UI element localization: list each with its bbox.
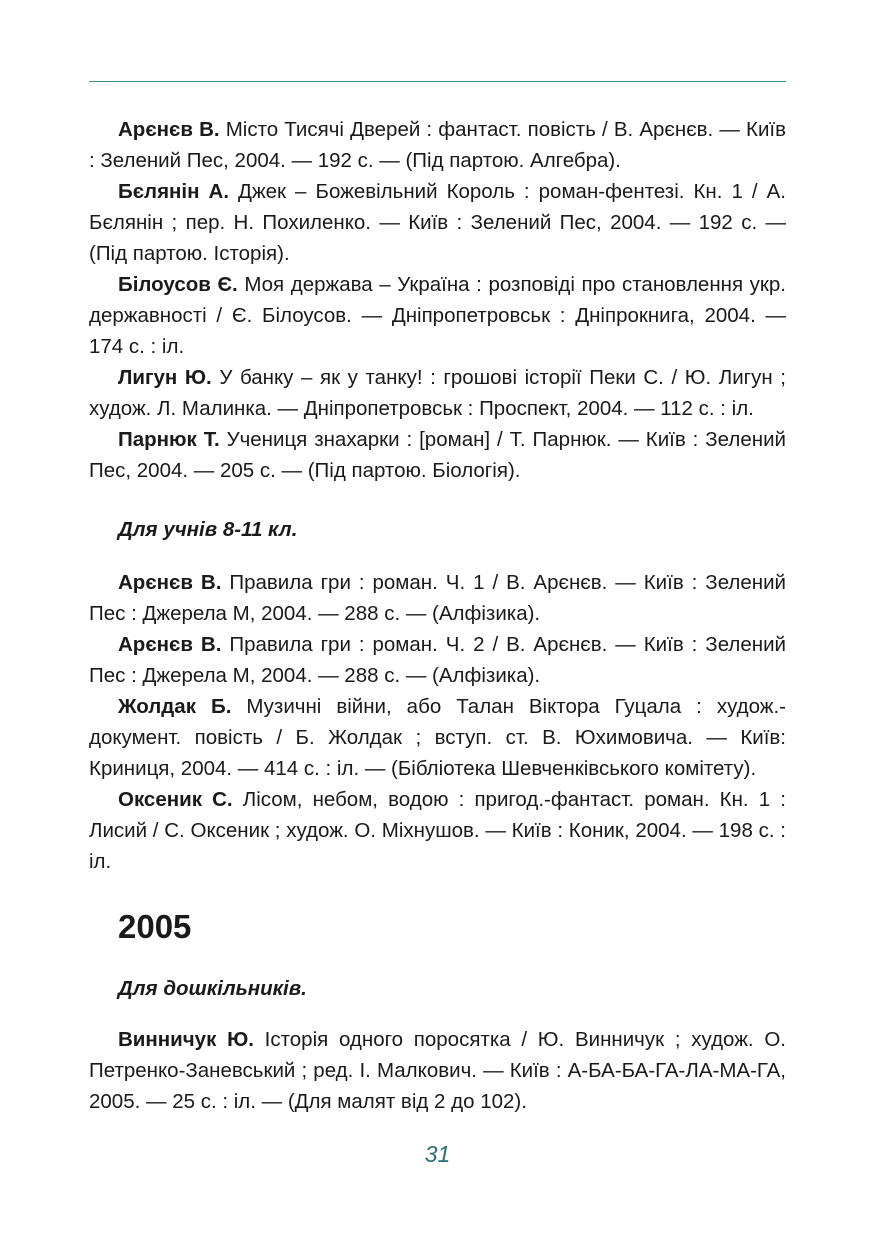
entry-text: Джек – Божевільний Король : роман-фентезі. Кн. 1 / А. Бєлянін ; пер. Н. Похиленко. — Київ : Зелений Пес, 2004. — 192 с. — (Під партою. Історія). <box>89 180 786 265</box>
bib-entry <box>89 784 786 877</box>
bib-entry <box>89 629 786 691</box>
entry-text: Учениця знахарки : [роман] / Т. Парнюк. — Київ : Зелений Пес, 2004. — 205 с. — (Під партою. Біологія). <box>89 428 786 482</box>
entry-text: Місто Тисячі Дверей : фантаст. повість / В. Арєнєв. — Київ : Зелений Пес, 2004. — 192 с. — (Під партою. Алгебра). <box>89 118 786 172</box>
year-heading: 2005 <box>118 908 192 945</box>
bib-entry <box>89 1024 786 1117</box>
entry-author: Арєнєв В. <box>118 118 220 141</box>
entry-author: Бєлянін А. <box>118 180 230 203</box>
entry-author: Лигун Ю. <box>118 366 212 389</box>
bib-entry <box>89 567 786 629</box>
entries-list-c <box>89 1024 786 1117</box>
entry-text: Лісом, небом, водою : пригод.-фантаст. роман. Кн. 1 : Лисий / С. Оксеник ; худож. О. Міхнушов. — Київ : Коник, 2004. — 198 с. : іл. <box>89 788 786 873</box>
entry-author: Жолдак Б. <box>118 695 232 718</box>
page-number: 31 <box>424 1141 451 1167</box>
entry-author: Арєнєв В. <box>118 633 222 656</box>
section-heading-preschool: Для дошкільників. <box>118 977 307 1000</box>
section-heading-grades-8-11: Для учнів 8-11 кл. <box>118 518 298 541</box>
bib-entry <box>89 176 786 269</box>
entry-text: Правила гри : роман. Ч. 2 / В. Арєнєв. — Київ : Зелений Пес : Джерела М, 2004. — 288 с. — (Алфізика). <box>89 633 787 687</box>
bib-entry <box>89 691 786 784</box>
bib-entry <box>89 424 786 486</box>
entries-list-a <box>89 114 786 486</box>
entry-text: Моя держава – Україна : розповіді про становлення укр. державності / Є. Білоусов. — Дніпропетровськ : Дніпрокнига, 2004. — 174 с. : іл. <box>89 273 786 358</box>
entry-text: Історія одного поросятка / Ю. Винничук ; худож. О. Петренко-Заневський ; ред. І. Малкович. — Київ : А-БА-БА-ГА-ЛА-МА-ГА, 2005. — 25 с. : іл. — (Для малят від 2 до 102). <box>89 1028 786 1113</box>
bib-entry <box>89 269 786 362</box>
entry-author: Парнюк Т. <box>118 428 220 451</box>
entry-text: Музичні війни, або Талан Віктора Гуцала : худож.-документ. повість / Б. Жолдак ; вступ. ст. В. Юхимовича. — Київ: Криниця, 2004. — 414 с. : іл. — (Бібліотека Шевченківського комітету). <box>89 695 787 780</box>
entry-text: У банку – як у танку! : грошові історії Пеки С. / Ю. Лигун ; худож. Л. Малинка. — Дніпропетровськ : Проспект, 2004. — 112 с. : іл. <box>89 366 787 420</box>
entry-author: Білоусов Є. <box>118 273 238 296</box>
entry-author: Арєнєв В. <box>118 571 222 594</box>
entry-text: Правила гри : роман. Ч. 1 / В. Арєнєв. — Київ : Зелений Пес : Джерела М, 2004. — 288 с. — (Алфізика). <box>89 571 787 625</box>
bib-entry <box>89 114 786 176</box>
entry-author: Оксеник С. <box>118 788 233 811</box>
entry-author: Винничук Ю. <box>118 1028 254 1051</box>
page-content <box>89 114 786 1117</box>
bib-entry <box>89 362 786 424</box>
header-rule <box>89 81 786 82</box>
entries-list-b <box>89 567 786 877</box>
